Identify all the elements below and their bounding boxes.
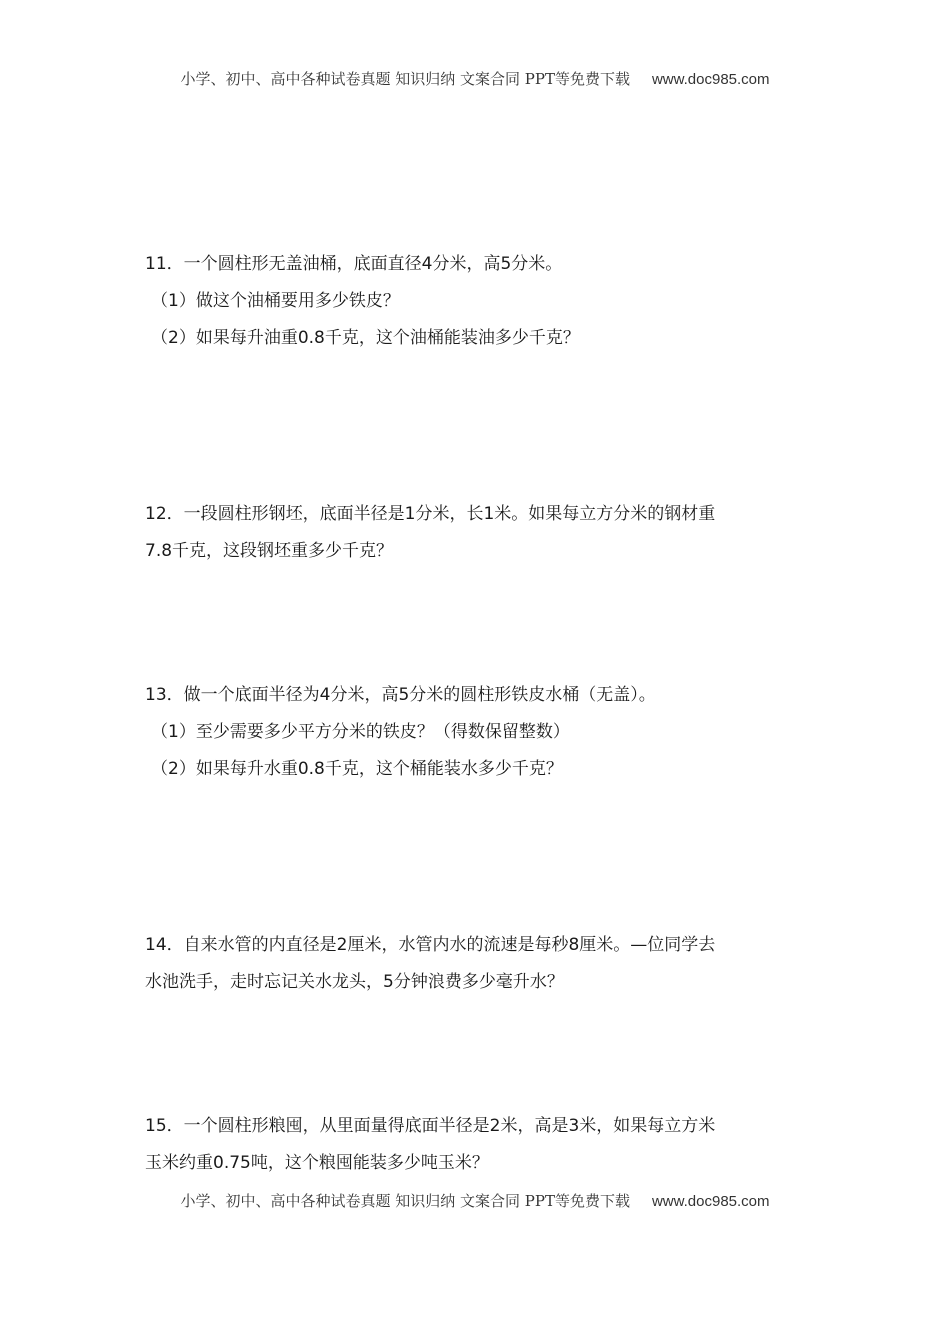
footer-site-link[interactable]: www.doc985.com bbox=[651, 1193, 770, 1210]
header-text: 小学、初中、高中各种试卷真题 知识归纳 文案合同 PPT等免费下载 bbox=[180, 70, 630, 88]
question-15 bbox=[145, 1108, 805, 1182]
question-line: 15．一个圆柱形粮囤，从里面量得底面半径是2米，高是3米，如果每立方米 bbox=[145, 1116, 716, 1136]
page-footer bbox=[0, 1190, 950, 1211]
question-line: （1）至少需要多少平方分米的铁皮？（得数保留整数） bbox=[151, 722, 570, 742]
question-12 bbox=[145, 496, 805, 570]
question-line: 水池洗手，走时忘记关水龙头，5分钟浪费多少毫升水？ bbox=[145, 972, 564, 992]
question-line: （2）如果每升水重0.8千克，这个桶能装水多少千克？ bbox=[151, 759, 563, 779]
question-line: （2）如果每升油重0.8千克，这个油桶能装油多少千克？ bbox=[151, 328, 580, 348]
question-11 bbox=[145, 246, 805, 357]
question-line: 11．一个圆柱形无盖油桶，底面直径4分米，高5分米。 bbox=[145, 254, 563, 274]
question-line: 7.8千克，这段钢坯重多少千克？ bbox=[145, 541, 394, 561]
question-14 bbox=[145, 927, 805, 1001]
question-line: 13．做一个底面半径为4分米，高5分米的圆柱形铁皮水桶（无盖）。 bbox=[145, 685, 656, 705]
question-line: 14．自来水管的内直径是2厘米，水管内水的流速是每秒8厘米。—位同学去 bbox=[145, 935, 716, 955]
question-13 bbox=[145, 677, 805, 788]
footer-text: 小学、初中、高中各种试卷真题 知识归纳 文案合同 PPT等免费下载 bbox=[180, 1192, 630, 1210]
header-site-link[interactable]: www.doc985.com bbox=[651, 71, 770, 88]
question-line: 玉米约重0.75吨，这个粮囤能装多少吨玉米？ bbox=[145, 1153, 489, 1173]
page-header bbox=[0, 68, 950, 89]
question-line: 12．一段圆柱形钢坯，底面半径是1分米，长1米。如果每立方分米的钢材重 bbox=[145, 504, 716, 524]
question-line: （1）做这个油桶要用多少铁皮？ bbox=[151, 291, 400, 311]
